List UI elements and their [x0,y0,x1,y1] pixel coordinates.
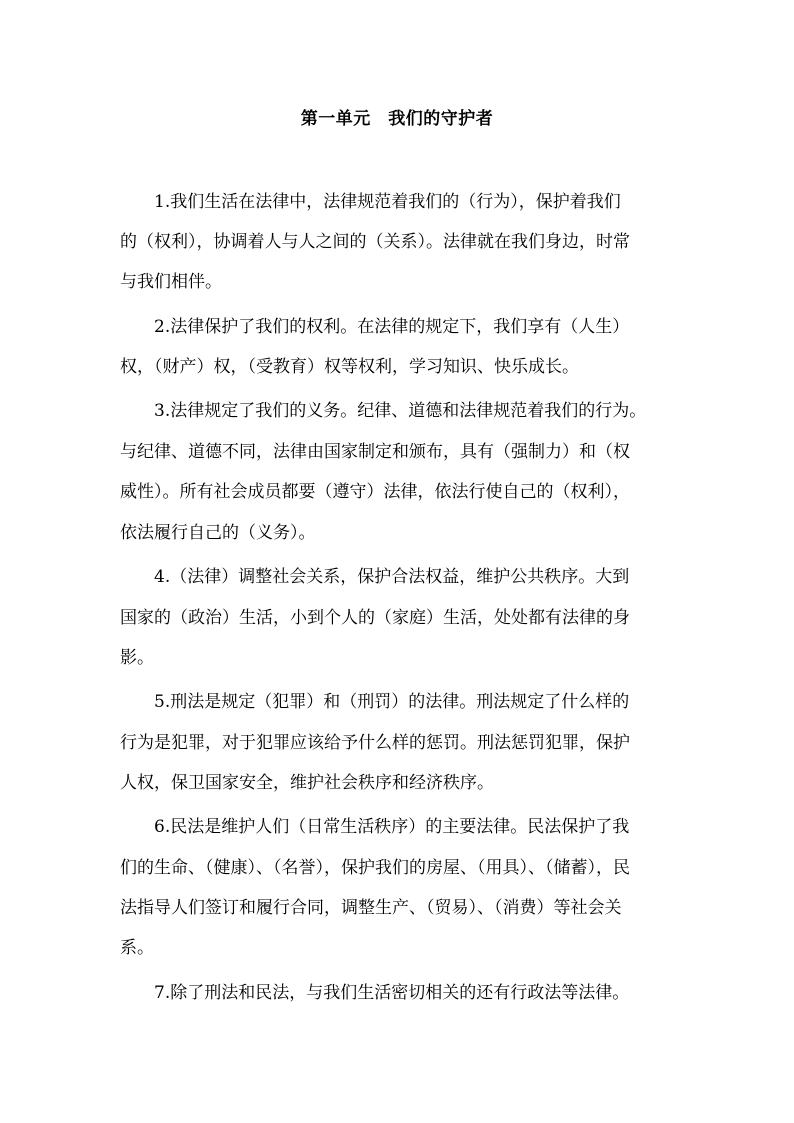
text-line: 与我们相伴。 [120,272,222,292]
text-line: 5.刑法是规定（犯罪）和（刑罚）的法律。刑法规定了什么样的 [120,692,630,712]
text-line: 影。 [120,648,154,668]
text-line: 4.（法律）调整社会关系，保护合法权益，维护公共秩序。大到 [120,567,630,587]
text-line: 3.法律规定了我们的义务。纪律、道德和法律规范着我们的行为。 [120,401,647,421]
text-line: 们的生命、（健康）、（名誉），保护我们的房屋、（用具）、（储蓄），民 [120,858,630,878]
page-title: 第一单元 我们的守护者 [300,109,494,129]
text-line: 系。 [120,938,154,958]
text-line: 2.法律保护了我们的权利。在法律的规定下，我们享有（人生） [120,317,630,337]
text-line: 人权，保卫国家安全，维护社会秩序和经济秩序。 [120,773,494,793]
text-line: 的（权利），协调着人与人之间的（关系）。法律就在我们身边，时常 [120,232,630,252]
text-line: 权，（财产）权，（受教育）权等权利，学习知识、快乐成长。 [120,357,579,377]
text-line: 法指导人们签订和履行合同，调整生产、（贸易）、（消费）等社会关 [120,898,622,918]
text-line: 依法履行自己的（义务）。 [120,523,316,543]
text-line: 与纪律、道德不同，法律由国家制定和颁布，具有（强制力）和（权 [120,442,630,462]
text-line: 威性）。所有社会成员都要（遵守）法律，依法行使自己的（权利）， [120,482,630,502]
text-line: 1.我们生活在法律中，法律规范着我们的（行为），保护着我们 [120,192,621,212]
text-line: 国家的（政治）生活，小到个人的（家庭）生活，处处都有法律的身 [120,608,630,628]
text-line: 6.民法是维护人们（日常生活秩序）的主要法律。民法保护了我 [120,817,630,837]
text-line: 7.除了刑法和民法，与我们生活密切相关的还有行政法等法律。 [120,983,630,1003]
text-line: 行为是犯罪，对于犯罪应该给予什么样的惩罚。刑法惩罚犯罪，保护 [120,733,630,753]
